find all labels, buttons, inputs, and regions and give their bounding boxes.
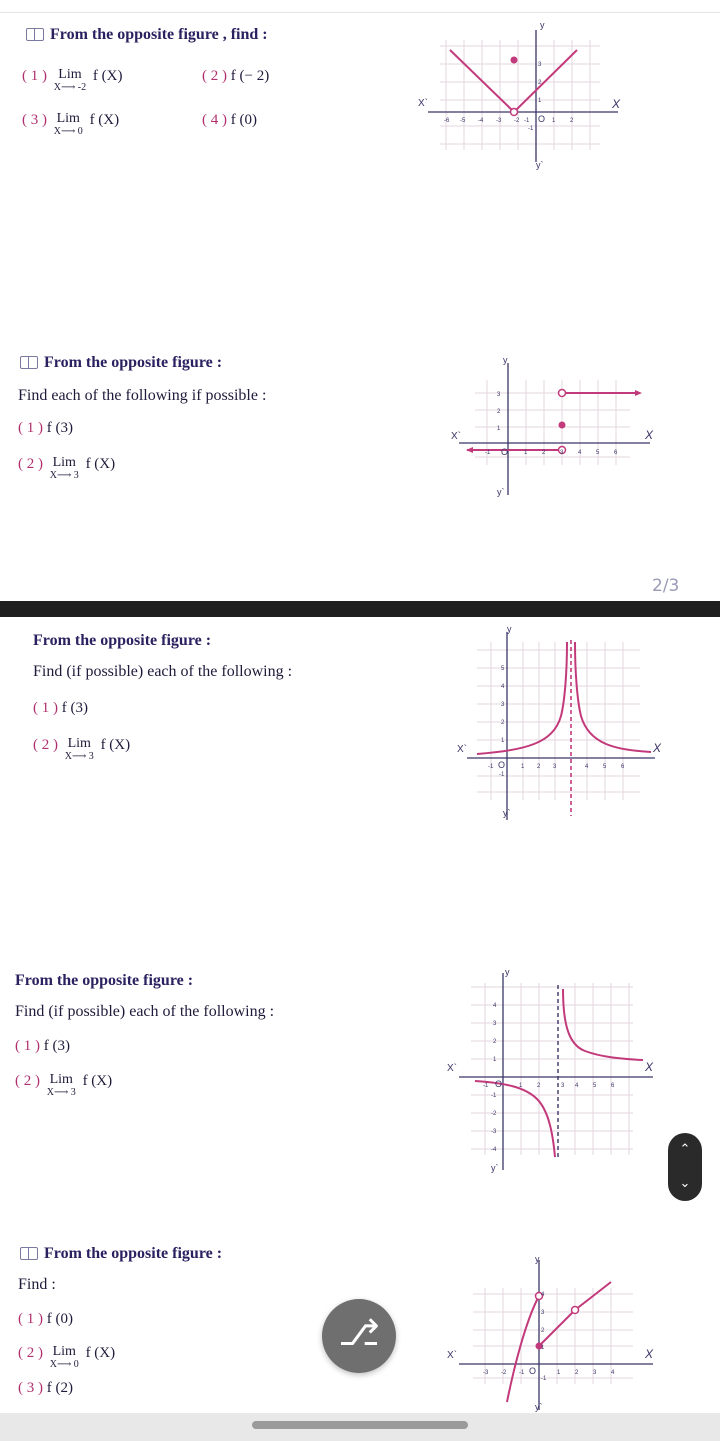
problem-1-item-3: ( 3 ) Lim X⟶ 0 f (X) [22,111,120,137]
svg-text:6: 6 [614,450,618,456]
page-break-bar [0,601,720,617]
book-icon [20,1247,38,1260]
problem-2-item-1: ( 1 ) f (3) [18,420,73,436]
top-divider [0,12,720,13]
problem-3-subheading: Find (if possible) each of the following : [33,663,293,680]
svg-text:-1: -1 [519,1370,525,1376]
svg-text:-2: -2 [491,1111,497,1117]
svg-text:y: y [505,967,510,977]
svg-text:3: 3 [560,450,564,456]
svg-text:-3: -3 [483,1370,489,1376]
svg-text:y: y [503,355,508,365]
svg-text:4: 4 [501,684,505,690]
svg-text:3: 3 [561,1083,565,1089]
svg-text:4: 4 [493,1003,497,1009]
graph-left-branch [475,1081,555,1157]
svg-text:-1: -1 [485,450,491,456]
svg-text:1: 1 [497,426,501,432]
svg-text:5: 5 [603,764,607,770]
problem-3-graph [455,620,670,830]
double-chevron-up-icon: ⎇ [338,1313,380,1354]
book-icon [20,356,38,369]
svg-text:3: 3 [497,392,501,398]
svg-text:4: 4 [585,764,589,770]
svg-text:3: 3 [538,62,542,68]
svg-text:O: O [529,1366,537,1376]
svg-text:y`: y` [491,1163,499,1173]
x-label: X [612,97,621,111]
svg-text:X`: X` [447,1063,457,1074]
svg-text:2: 2 [493,1039,497,1045]
problem-2-graph [445,355,670,503]
origin-label: O [538,114,546,124]
svg-text:-1: -1 [491,1093,497,1099]
svg-text:X: X [645,1347,654,1361]
closed-point [559,422,566,429]
svg-text:1: 1 [519,1083,523,1089]
svg-text:3: 3 [501,702,505,708]
svg-text:X`: X` [447,1350,457,1361]
svg-text:2: 2 [497,409,501,415]
problem-1-heading: From the opposite figure , find : [26,26,268,44]
problem-1-item-1: ( 1 ) Lim X⟶ -2 f (X) [22,67,123,93]
problem-1-item-4: ( 4 ) f (0) [202,112,257,128]
problem-3-item-2: ( 2 ) Lim X⟶ 3 f (X) [33,736,131,762]
svg-text:4: 4 [611,1370,615,1376]
svg-text:O: O [498,760,506,770]
svg-text:2: 2 [537,1083,541,1089]
svg-text:1: 1 [521,764,525,770]
svg-text:-5: -5 [460,118,466,124]
svg-text:2: 2 [542,450,546,456]
svg-text:-1: -1 [488,764,494,770]
book-icon [26,28,44,41]
open-point [572,1307,579,1314]
svg-text:4: 4 [575,1083,579,1089]
problem-2-heading: From the opposite figure : [20,354,222,372]
open-point [511,109,518,116]
svg-text:-1: -1 [483,1083,489,1089]
problem-4-item-1: ( 1 ) f (3) [15,1038,70,1054]
problem-4-graph [445,965,665,1180]
svg-text:O: O [501,447,509,457]
svg-text:2: 2 [537,764,541,770]
page-indicator: 2/3 [652,576,680,596]
svg-text:1: 1 [541,1345,545,1351]
problem-3-heading: From the opposite figure : [33,632,212,649]
problem-5-item-3: ( 3 ) f (2) [18,1380,73,1396]
svg-text:X: X [645,428,654,442]
svg-text:-3: -3 [491,1129,497,1135]
svg-text:6: 6 [611,1083,615,1089]
x-prime-label: X` [418,98,428,109]
svg-text:1: 1 [538,98,542,104]
svg-text:X: X [653,741,662,755]
problem-4-item-2: ( 2 ) Lim X⟶ 3 f (X) [15,1072,113,1098]
svg-text:y`: y` [497,487,505,497]
svg-text:1: 1 [552,118,556,124]
svg-text:5: 5 [593,1083,597,1089]
svg-text:2: 2 [570,118,574,124]
problem-4-subheading: Find (if possible) each of the following : [15,1003,275,1020]
svg-text:-1: -1 [524,118,530,124]
problem-5-item-1: ( 1 ) f (0) [18,1311,73,1327]
svg-text:y`: y` [535,1402,543,1412]
closed-point [511,57,518,64]
svg-text:O: O [495,1079,503,1089]
svg-text:-6: -6 [444,118,450,124]
problem-2-item-2: ( 2 ) Lim X⟶ 3 f (X) [18,455,116,481]
svg-text:-1: -1 [528,126,534,132]
svg-text:y: y [535,1254,540,1264]
problem-1-item-2: ( 2 ) f (− 2) [202,68,270,84]
problem-2-subheading: Find each of the following if possible : [18,387,267,404]
chevron-down-icon[interactable]: ⌄ [679,1176,691,1191]
svg-text:6: 6 [621,764,625,770]
svg-text:y`: y` [503,808,511,818]
svg-text:1: 1 [501,738,505,744]
svg-text:-4: -4 [478,118,484,124]
problem-5-item-2: ( 2 ) Lim X⟶ 0 f (X) [18,1344,116,1370]
svg-text:2: 2 [575,1370,579,1376]
svg-text:1: 1 [493,1057,497,1063]
svg-text:2: 2 [501,720,505,726]
page-scroll-control[interactable] [668,1133,702,1201]
y-prime-label: y` [536,160,544,170]
problem-1-graph [410,20,640,170]
y-label: y [540,20,545,30]
svg-text:3: 3 [541,1310,545,1316]
graph-right-branch [575,642,651,752]
home-gesture-handle[interactable] [252,1421,468,1429]
problem-4-heading: From the opposite figure : [15,972,194,989]
svg-text:3: 3 [593,1370,597,1376]
svg-text:-3: -3 [496,118,502,124]
svg-text:-2: -2 [514,118,520,124]
svg-text:4: 4 [541,1292,545,1298]
svg-text:5: 5 [501,666,505,672]
svg-text:-1: -1 [499,772,505,778]
open-point [559,390,566,397]
svg-text:y: y [507,624,512,634]
svg-text:X`: X` [457,744,467,755]
back-to-top-button[interactable] [322,1299,396,1373]
svg-text:-4: -4 [491,1147,497,1153]
svg-text:2: 2 [541,1328,545,1334]
svg-text:4: 4 [578,450,582,456]
svg-text:5: 5 [596,450,600,456]
svg-text:3: 3 [493,1021,497,1027]
svg-text:X: X [645,1060,654,1074]
svg-text:1: 1 [524,450,528,456]
svg-text:2: 2 [538,80,542,86]
svg-text:-2: -2 [501,1370,507,1376]
problem-5-heading: From the opposite figure : [20,1245,222,1263]
problem-5-subheading: Find : [18,1276,56,1293]
svg-text:X`: X` [451,431,461,442]
svg-text:3: 3 [553,764,557,770]
problem-5-graph [445,1252,665,1412]
chevron-up-icon[interactable]: ⌃ [679,1142,691,1157]
svg-text:-1: -1 [541,1376,547,1382]
problem-3-item-1: ( 1 ) f (3) [33,700,88,716]
svg-text:1: 1 [557,1370,561,1376]
